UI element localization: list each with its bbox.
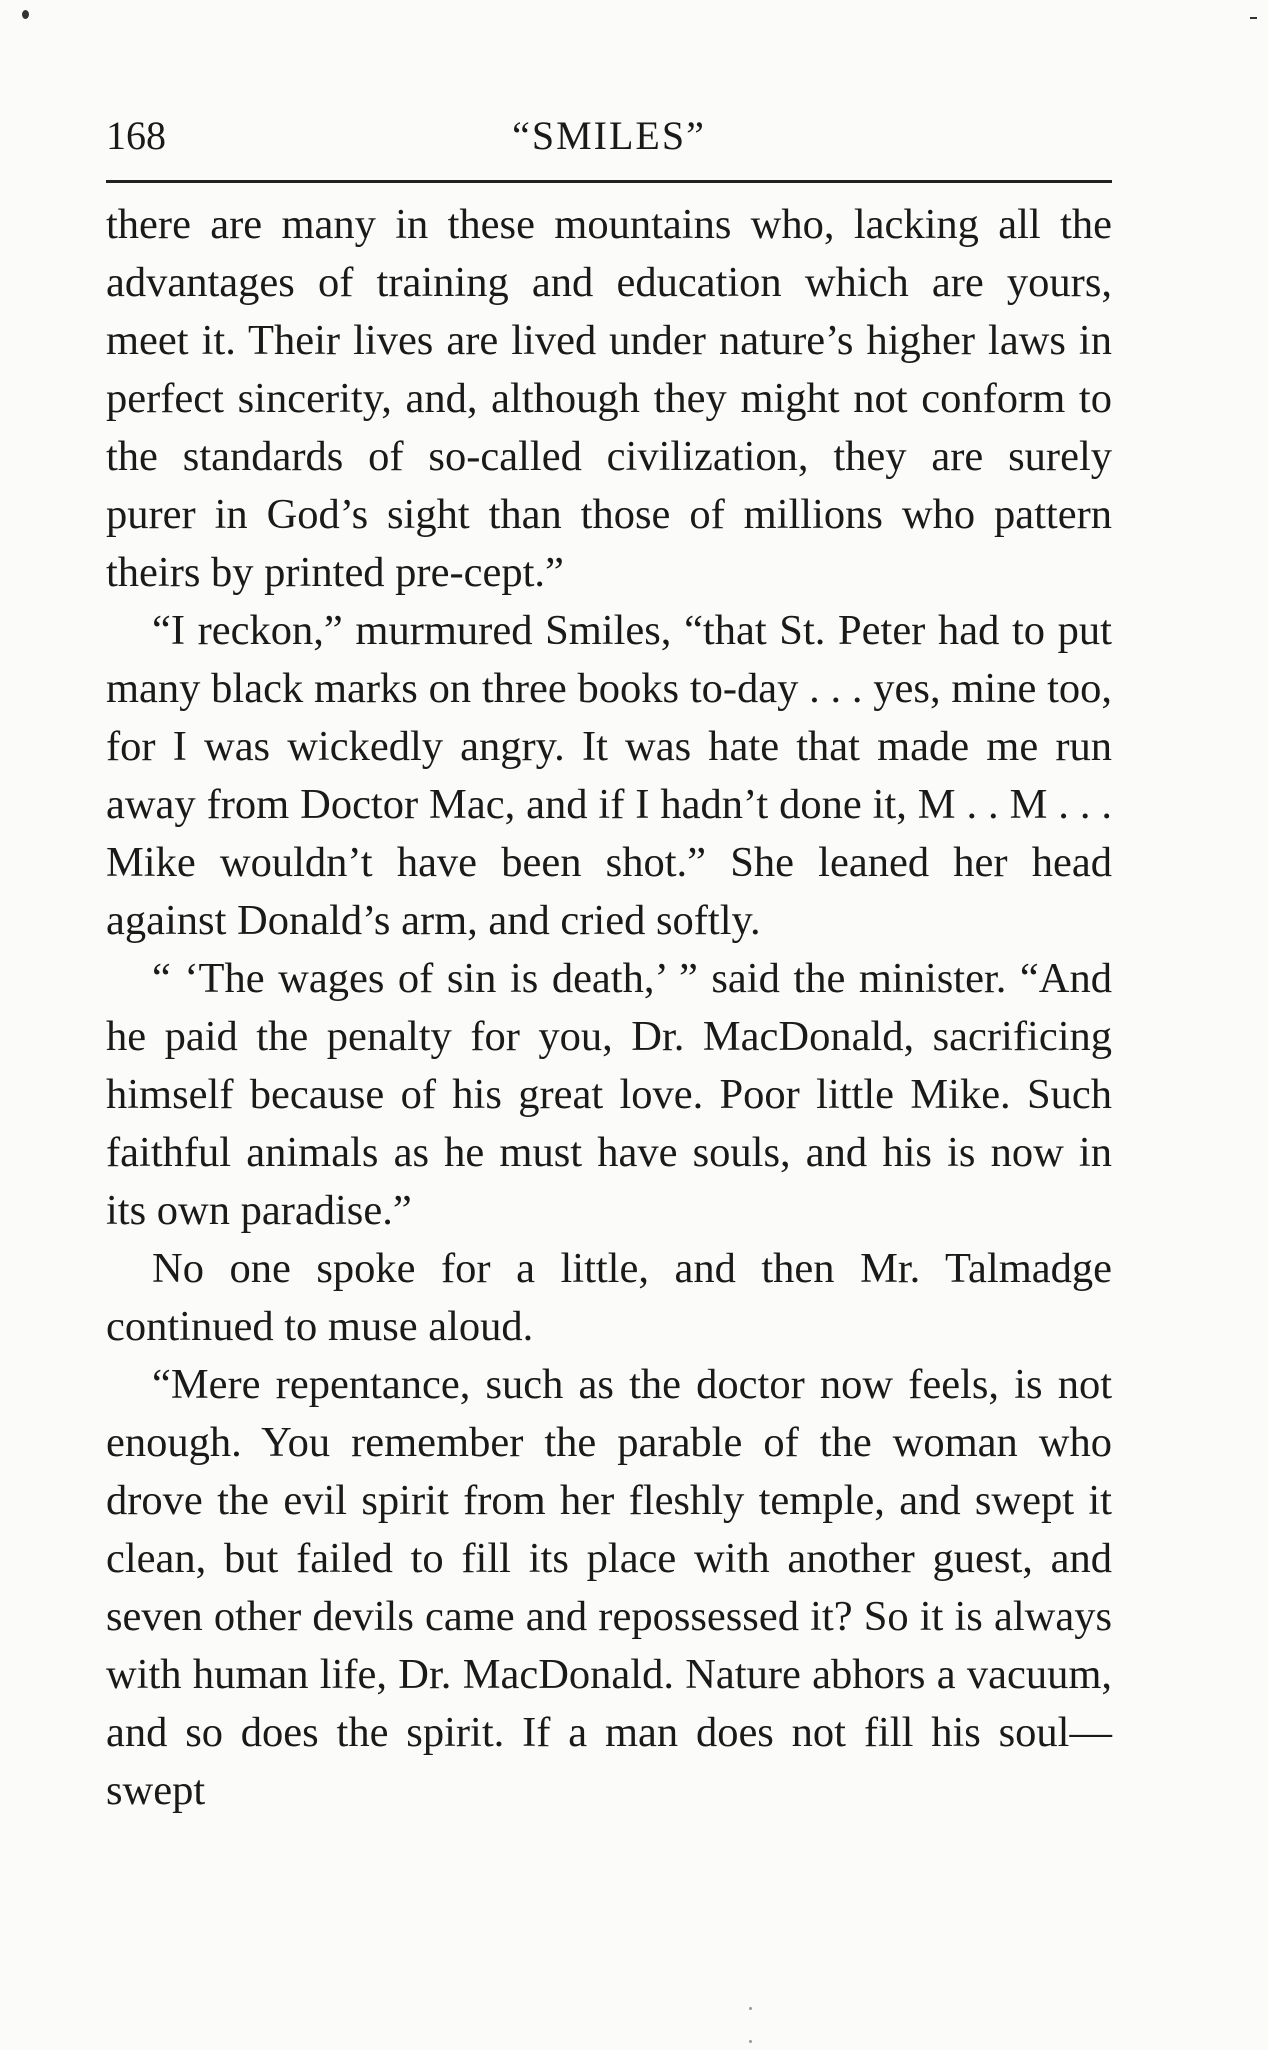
scan-speck-mark — [22, 10, 29, 19]
page-number: 168 — [106, 113, 166, 158]
scan-dash-mark — [1250, 17, 1257, 19]
scan-speck-mark — [749, 2007, 752, 2010]
running-title: “SMILES” — [512, 113, 706, 158]
paragraph-3: “ ‘The wages of sin is death,’ ” said the minister. “And he paid the penalty for you, Dr. MacDonald, sacrificing himself because of his great love. Poor little Mike. Such faithful animals as he must have souls, and his is now in its own paradise.” — [106, 955, 1112, 1234]
page-header — [106, 112, 1112, 172]
scan-speck-mark — [749, 2040, 752, 2043]
body-text — [106, 196, 1112, 1820]
paragraph-1: there are many in these mountains who, lacking all the advantages of training and education which are yours, meet it. Their lives are lived under nature’s higher laws in perfect sincerity, and, although they might not conform to the standards of so-called civilization, they are surely purer in God’s sight than those of millions who pattern theirs by printed pre-cept.” — [106, 201, 1112, 596]
paragraph-4: No one spoke for a little, and then Mr. Talmadge continued to muse aloud. — [106, 1245, 1112, 1350]
paragraph-5: “Mere repentance, such as the doctor now feels, is not enough. You remember the parable of the woman who drove the evil spirit from her fleshly temple, and swept it clean, but failed to fill its place with another guest, and seven other devils came and repossessed it? So it is always with human life, Dr. MacDonald. Nature abhors a vacuum, and so does the spirit. If a man does not fill his soul—swept — [106, 1361, 1112, 1814]
header-rule — [106, 180, 1112, 183]
paragraph-2: “I reckon,” murmured Smiles, “that St. Peter had to put many black marks on three books to-day . . . yes, mine too, for I was wickedly angry. It was hate that made me run away from Doctor Mac, and if I hadn’t done it, M . . M . . . Mike wouldn’t have been shot.” She leaned her head against Donald’s arm, and cried softly. — [106, 607, 1112, 944]
